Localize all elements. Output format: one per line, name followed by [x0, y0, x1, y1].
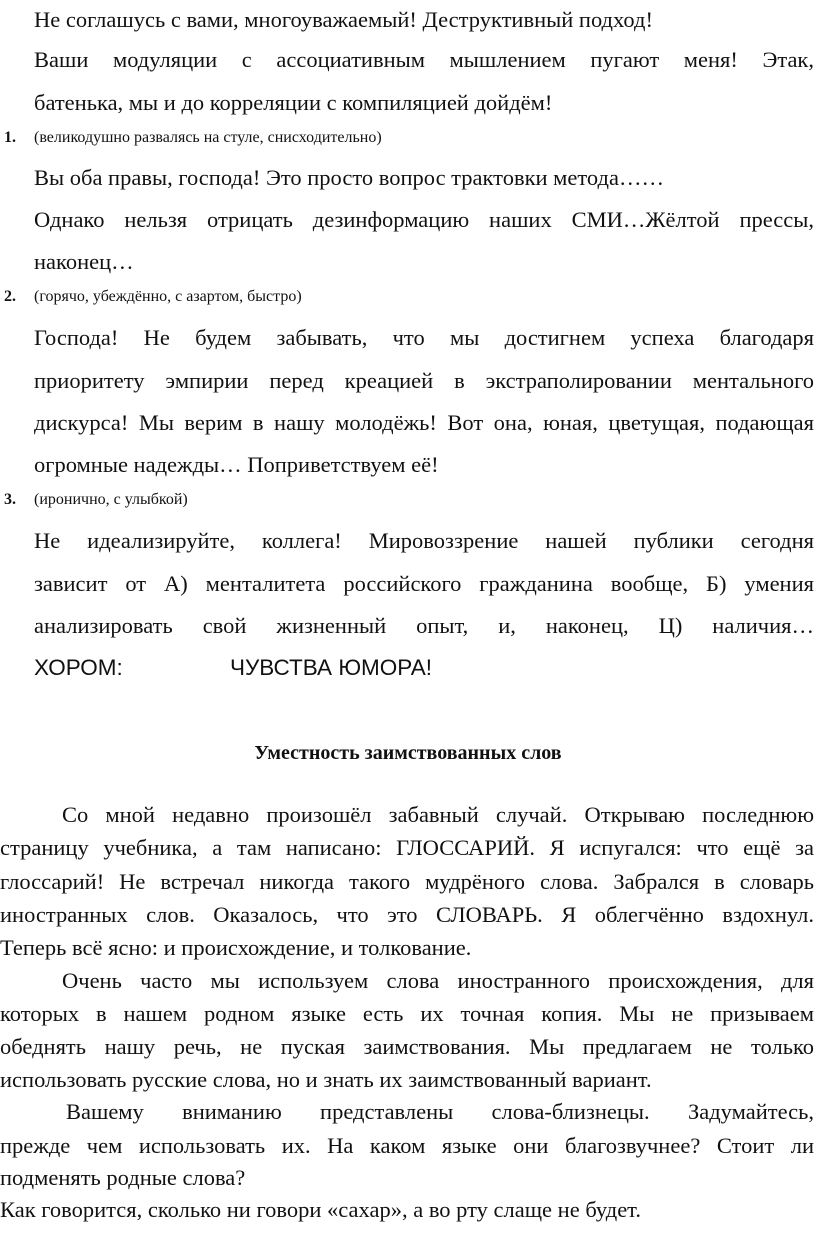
speaker-line: приоритету эмпирии перед креацией в экстраполировании ментального — [34, 368, 814, 393]
speaker-line: Господа! Не будем забывать, что мы достигнем успеха благодаря — [34, 325, 814, 350]
speaker-line: зависит от А) менталитета российского гражданина вообще, Б) умения — [34, 571, 814, 596]
speaker-line: Однако нельзя отрицать дезинформацию наших СМИ…Жёлтой прессы, — [34, 207, 814, 232]
paragraph-line: Вашему вниманию представлены слова-близнецы. Задумайтесь, — [66, 1099, 814, 1124]
speaker-line: Вы оба правы, господа! Это просто вопрос трактовки метода…… — [34, 165, 664, 190]
paragraph-line: обеднять нашу речь, не пуская заимствования. Мы предлагаем не только — [0, 1034, 814, 1059]
intro-line: Ваши модуляции с ассоциативным мышлением пугают меня! Этак, — [34, 47, 814, 72]
speaker-number: 2. — [4, 288, 16, 305]
chorus-text: ЧУВСТВА ЮМОРА! — [230, 655, 433, 680]
speaker-line: анализировать свой жизненный опыт, и, наконец, Ц) наличия… — [34, 613, 814, 638]
paragraph-line: которых в нашем родном языке есть их точная копия. Мы не призываем — [0, 1001, 814, 1026]
paragraph-line: Со мной недавно произошёл забавный случай. Открываю последнюю — [62, 802, 814, 827]
paragraph-line: иностранных слов. Оказалось, что это СЛОВАРЬ. Я облегчённо вздохнул. — [0, 902, 814, 927]
chorus-label: ХОРОМ: — [34, 655, 123, 680]
stage-direction: (иронично, с улыбкой) — [34, 491, 188, 508]
speaker-line: дискурса! Мы верим в нашу молодёжь! Вот она, юная, цветущая, подающая — [34, 410, 814, 435]
paragraph-line: Очень часто мы используем слова иностранного происхождения, для — [62, 968, 814, 993]
stage-direction: (горячо, убеждённо, с азартом, быстро) — [34, 288, 302, 305]
speaker-line: Не идеализируйте, коллега! Мировоззрение нашей публики сегодня — [34, 528, 814, 553]
paragraph-line: подменять родные слова? — [0, 1165, 246, 1190]
speaker-number: 1. — [4, 129, 16, 146]
paragraph-line: прежде чем использовать их. На каком языке они благозвучнее? Стоит ли — [0, 1133, 814, 1158]
section-title: Уместность заимствованных слов — [254, 742, 562, 764]
paragraph-line: Теперь всё ясно: и происхождение, и толкование. — [0, 935, 472, 960]
intro-line: Не соглашусь с вами, многоуважаемый! Деструктивный подход! — [34, 7, 653, 32]
paragraph-line: использовать русские слова, но и знать их заимствованный вариант. — [0, 1067, 652, 1092]
closing-line: Как говорится, сколько ни говори «сахар», а во рту слаще не будет. — [0, 1197, 641, 1222]
speaker-line: огромные надежды… Поприветствуем её! — [34, 452, 439, 477]
paragraph-line: глоссарий! Не встречал никогда такого мудрёного слова. Забрался в словарь — [0, 869, 814, 894]
paragraph-line: страницу учебника, а там написано: ГЛОССАРИЙ. Я испугался: что ещё за — [0, 835, 814, 860]
speaker-line: наконец… — [34, 249, 134, 274]
intro-line: батенька, мы и до корреляции с компиляцией дойдём! — [34, 90, 553, 115]
stage-direction: (великодушно развалясь на стуле, снисходительно) — [34, 129, 382, 146]
speaker-number: 3. — [4, 491, 16, 508]
